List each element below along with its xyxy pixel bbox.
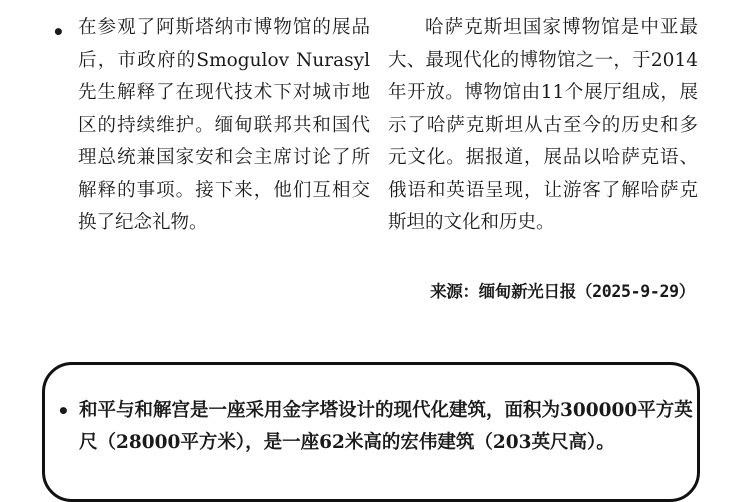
left-column <box>78 12 370 240</box>
source-citation: 来源：缅甸新光日报（2025-9-29） <box>430 282 695 301</box>
info-box-text: 和平与和解宫是一座采用金字塔设计的现代化建筑，面积为300000平方英尺（28000平方米），是一座62米高的宏伟建筑（203英尺高）。 <box>79 400 693 453</box>
right-paragraph: 哈萨克斯坦国家博物馆是中亚最大、最现代化的博物馆之一，于2014年开放。博物馆由11个展厅组成，展示了哈萨克斯坦从古至今的历史和多元文化。据报道，展品以哈萨克语、俄语和英语呈现，让游客了解哈萨克斯坦的文化和历史。 <box>388 17 698 233</box>
info-box <box>42 362 700 502</box>
left-paragraph: 在参观了阿斯塔纳市博物馆的展品后，市政府的Smogulov Nurasyl先生解释了在现代技术下对城市地区的持续维护。缅甸联邦共和国代理总统兼国家安和会主席讨论了所解释的事项。接下来，他们互相交换了纪念礼物。 <box>78 17 370 233</box>
right-column <box>388 12 698 240</box>
info-box-bullet: • <box>57 399 70 423</box>
list-bullet: • <box>52 20 65 44</box>
